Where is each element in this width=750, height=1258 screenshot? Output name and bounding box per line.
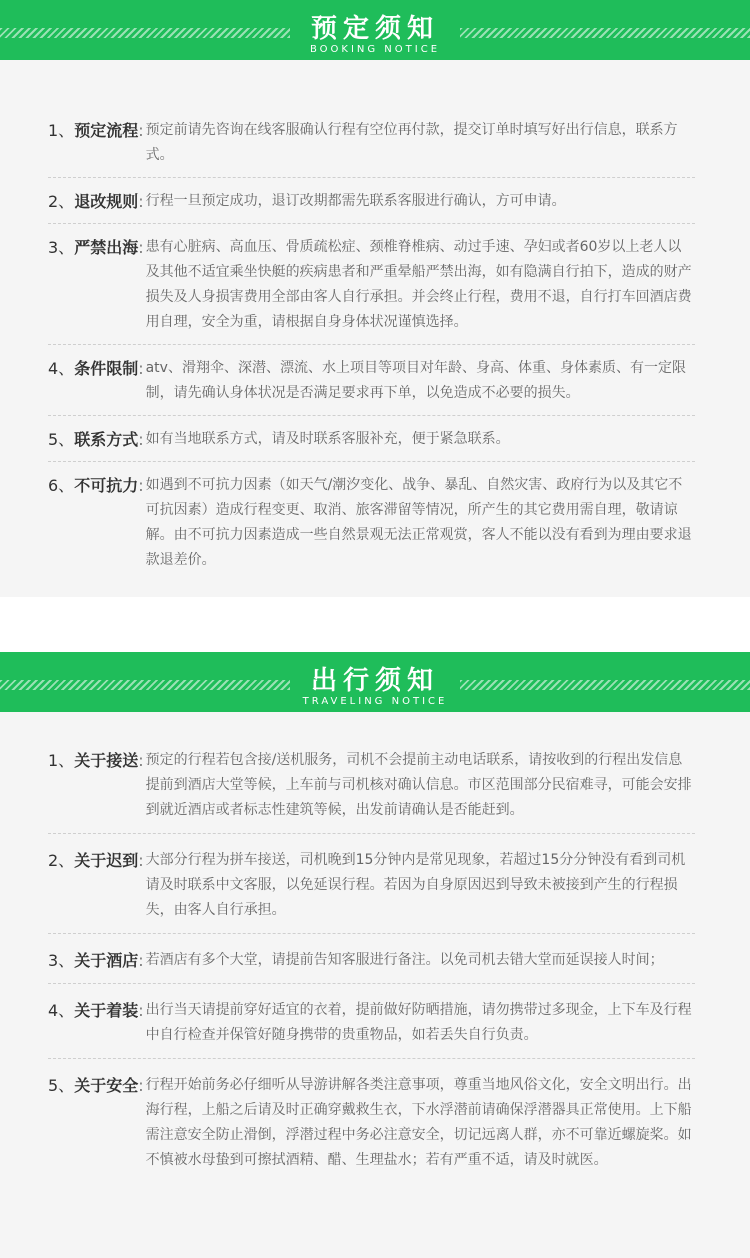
item-title: 关于安全 [74, 1076, 139, 1095]
list-item [48, 984, 695, 1059]
item-text: 预定前请先咨询在线客服确认行程有空位再付款，提交订单时填写好出行信息，联系方式。 [145, 122, 678, 163]
item-text: 如有当地联系方式，请及时联系客服补充，便于紧急联系。 [145, 431, 510, 447]
item-title: 关于接送 [74, 751, 139, 770]
item-title: 退改规则 [74, 192, 139, 211]
item-text: 若酒店有多个大堂，请提前告知客服进行备注。以免司机去错大堂而延误接人时间； [145, 952, 664, 968]
item-title: 不可抗力 [74, 476, 139, 495]
item-title: 关于迟到 [74, 851, 139, 870]
item-number: 3、 [48, 238, 75, 257]
item-number: 4、 [48, 1001, 75, 1020]
item-colon: : [138, 359, 144, 378]
list-item [48, 114, 695, 178]
list-item [48, 462, 695, 582]
item-label [48, 748, 144, 773]
list-item [48, 416, 695, 462]
item-number: 1、 [48, 751, 75, 770]
item-text: atv、滑翔伞、深潜、漂流、水上项目等项目对年龄、身高、体重、身体素质、有一定限制，请先确认身体状况是否满足要求再下单，以免造成不必要的损失。 [145, 360, 686, 401]
item-number: 5、 [48, 1076, 75, 1095]
item-title: 关于酒店 [74, 951, 139, 970]
item-number: 3、 [48, 951, 75, 970]
item-number: 5、 [48, 430, 75, 449]
list-item [48, 748, 695, 834]
item-title: 关于着装 [74, 1001, 139, 1020]
item-colon: : [138, 951, 144, 970]
item-text: 患有心脏病、高血压、骨质疏松症、颈椎脊椎病、动过手速、孕妇或者60岁以上老人以及其他不适宜乘坐快艇的疾病患者和严重晕船严禁出海，如有隐满自行拍下，造成的财产损失及人身损害费用全部由客人自行承担。并会终止行程，费用不退，自行打车回酒店费用自理，安全为重，请根据自身身体状况谨慎选择。 [145, 239, 692, 330]
item-label [48, 948, 144, 973]
item-number: 1、 [48, 121, 75, 140]
item-colon: : [138, 238, 144, 257]
item-colon: : [138, 1076, 144, 1095]
item-title: 条件限制 [74, 359, 139, 378]
item-label [48, 848, 144, 873]
booking-notice-list [0, 60, 750, 582]
list-item [48, 345, 695, 416]
item-text: 大部分行程为拼车接送，司机晚到15分钟内是常见现象，若超过15分分钟没有看到司机请及时联系中文客服，以免延误行程。若因为自身原因迟到导致未被接到产生的行程损失，由客人自行承担。 [145, 852, 686, 918]
item-text: 行程一旦预定成功，退订改期都需先联系客服进行确认，方可申请。 [145, 193, 566, 209]
item-text: 如遇到不可抗力因素（如天气/潮汐变化、战争、暴乱、自然灾害、政府行为以及其它不可抗因素）造成行程变更、取消、旅客滞留等情况，所产生的其它费用需自理，敬请谅解。由不可抗力因素造成一些自然景观无法正常观赏，客人不能以没有看到为理由要求退款退差价。 [145, 477, 692, 568]
list-item [48, 934, 695, 984]
item-colon: : [138, 476, 144, 495]
section-subtitle: BOOKING NOTICE [309, 44, 441, 55]
item-title: 严禁出海 [74, 238, 139, 257]
list-item [48, 834, 695, 934]
list-item [48, 1059, 695, 1183]
section-title: 预定须知 [310, 14, 439, 44]
section-subtitle: TRAVELING NOTICE [302, 696, 448, 707]
item-number: 6、 [48, 476, 75, 495]
item-label [48, 473, 144, 498]
item-label [48, 1073, 144, 1098]
list-item [48, 178, 695, 224]
item-colon: : [138, 1001, 144, 1020]
item-title: 预定流程 [74, 121, 139, 140]
section-title: 出行须知 [310, 666, 439, 696]
item-text: 出行当天请提前穿好适宜的衣着，提前做好防晒措施，请勿携带过多现金，上下车及行程中自行检查并保管好随身携带的贵重物品，如若丢失自行负责。 [145, 1002, 692, 1043]
booking-notice-section [0, 0, 750, 597]
item-number: 4、 [48, 359, 75, 378]
item-text: 行程开始前务必仔细听从导游讲解各类注意事项，尊重当地风俗文化，安全文明出行。出海行程，上船之后请及时正确穿戴救生衣，下水浮潜前请确保浮潜器具正常使用。上下船需注意安全防止滑倒，浮潜过程中务必注意安全，切记远离人群，亦不可靠近螺旋桨。如不慎被水母蛰到可擦拭酒精、醋、生理盐水；若有严重不适，请及时就医。 [145, 1077, 692, 1168]
traveling-notice-list [0, 712, 750, 1183]
traveling-notice-section [0, 652, 750, 1258]
item-label [48, 998, 144, 1023]
item-label [48, 356, 144, 381]
item-number: 2、 [48, 192, 75, 211]
item-colon: : [138, 192, 144, 211]
item-label [48, 189, 144, 214]
item-colon: : [138, 430, 144, 449]
booking-notice-banner [0, 0, 750, 60]
item-colon: : [138, 751, 144, 770]
list-item [48, 224, 695, 345]
item-text: 预定的行程若包含接/送机服务，司机不会提前主动电话联系，请按收到的行程出发信息提前到酒店大堂等候，上车前与司机核对确认信息。市区范围部分民宿难寻，可能会安排到就近酒店或者标志性建筑等候，出发前请确认是否能赶到。 [145, 752, 692, 818]
item-label [48, 235, 144, 260]
item-label [48, 118, 144, 143]
traveling-notice-banner [0, 652, 750, 712]
item-colon: : [138, 851, 144, 870]
item-title: 联系方式 [74, 430, 139, 449]
item-number: 2、 [48, 851, 75, 870]
item-colon: : [138, 121, 144, 140]
item-label [48, 427, 144, 452]
